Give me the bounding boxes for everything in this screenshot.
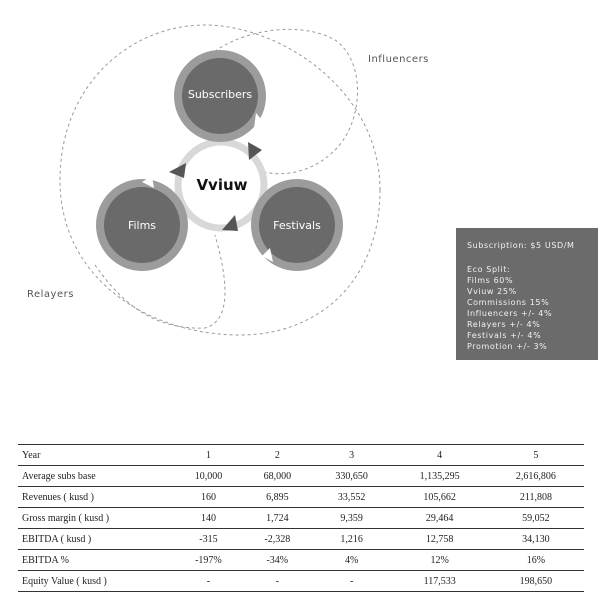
influencers-label: Influencers bbox=[368, 54, 429, 65]
table-cell: 3 bbox=[312, 445, 392, 466]
table-cell: 140 bbox=[174, 508, 243, 529]
table-row-equity bbox=[18, 571, 584, 592]
eco-split-item: Promotion +/- 3% bbox=[467, 342, 548, 351]
center-label: Vviuw bbox=[196, 176, 248, 194]
eco-split-item: Commissions 15% bbox=[467, 298, 550, 307]
table-cell: 117,533 bbox=[392, 571, 488, 592]
table-cell: 211,808 bbox=[488, 487, 584, 508]
subscription-info-box bbox=[456, 228, 598, 360]
table-cell: 29,464 bbox=[392, 508, 488, 529]
table-cell: 1,724 bbox=[243, 508, 312, 529]
table-cell: 68,000 bbox=[243, 466, 312, 487]
table-cell: 1,216 bbox=[312, 529, 392, 550]
table-cell: 12,758 bbox=[392, 529, 488, 550]
table-cell: 59,052 bbox=[488, 508, 584, 529]
eco-split-item: Relayers +/- 4% bbox=[467, 320, 541, 329]
table-cell: -2,328 bbox=[243, 529, 312, 550]
table-cell: 16% bbox=[488, 550, 584, 571]
table-cell: 1 bbox=[174, 445, 243, 466]
table-cell: 4 bbox=[392, 445, 488, 466]
table-cell: 33,552 bbox=[312, 487, 392, 508]
table-row-ebitda-pct bbox=[18, 550, 584, 571]
table-row-subs bbox=[18, 466, 584, 487]
table-cell: 1,135,295 bbox=[392, 466, 488, 487]
table-cell: 10,000 bbox=[174, 466, 243, 487]
table-cell: 9,359 bbox=[312, 508, 392, 529]
table-cell: 6,895 bbox=[243, 487, 312, 508]
row-label: Gross margin ( kusd ) bbox=[18, 508, 174, 529]
financial-table bbox=[18, 444, 584, 592]
eco-split-title: Eco Split: bbox=[467, 265, 511, 274]
festivals-label: Festivals bbox=[273, 219, 321, 232]
table-cell: 160 bbox=[174, 487, 243, 508]
table-cell: 105,662 bbox=[392, 487, 488, 508]
row-label: EBITDA ( kusd ) bbox=[18, 529, 174, 550]
row-label: Equity Value ( kusd ) bbox=[18, 571, 174, 592]
table-cell: - bbox=[312, 571, 392, 592]
table-cell: 330,650 bbox=[312, 466, 392, 487]
table-cell: 198,650 bbox=[488, 571, 584, 592]
subscription-title: Subscription: $5 USD/M bbox=[467, 241, 575, 250]
table-cell: - bbox=[174, 571, 243, 592]
eco-split-item: Influencers +/- 4% bbox=[467, 309, 553, 318]
eco-split-item: Festivals +/- 4% bbox=[467, 331, 542, 340]
row-label: Year bbox=[18, 445, 174, 466]
table-cell: -34% bbox=[243, 550, 312, 571]
table-cell: 12% bbox=[392, 550, 488, 571]
table-row-revenues bbox=[18, 487, 584, 508]
eco-split-item: Films 60% bbox=[467, 276, 514, 285]
table-row-year bbox=[18, 445, 584, 466]
relayers-label: Relayers bbox=[27, 289, 74, 300]
table-row-gross-margin bbox=[18, 508, 584, 529]
table-cell: -315 bbox=[174, 529, 243, 550]
row-label: Revenues ( kusd ) bbox=[18, 487, 174, 508]
table-cell: 34,130 bbox=[488, 529, 584, 550]
table-cell: 2 bbox=[243, 445, 312, 466]
films-label: Films bbox=[127, 219, 157, 232]
table-cell: 5 bbox=[488, 445, 584, 466]
table-cell: -197% bbox=[174, 550, 243, 571]
eco-split-item: Vviuw 25% bbox=[467, 287, 517, 296]
table-row-ebitda bbox=[18, 529, 584, 550]
row-label: Average subs base bbox=[18, 466, 174, 487]
row-label: EBITDA % bbox=[18, 550, 174, 571]
table-cell: 4% bbox=[312, 550, 392, 571]
table-cell: 2,616,806 bbox=[488, 466, 584, 487]
table-cell: - bbox=[243, 571, 312, 592]
subscribers-label: Subscribers bbox=[187, 88, 253, 101]
